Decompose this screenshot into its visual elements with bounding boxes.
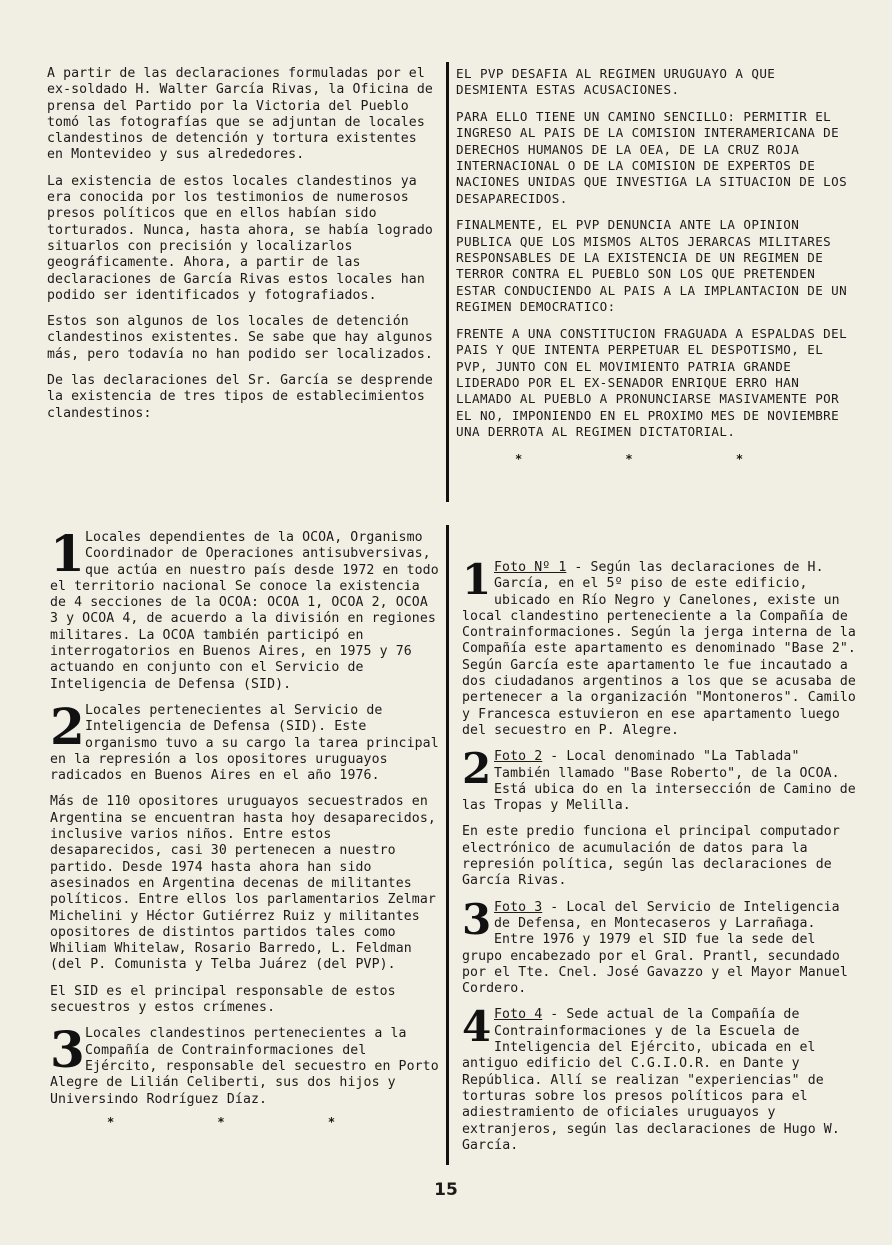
- sid-paragraph-1: Más de 110 opositores uruguayos secuestrados en Argentina se encuentran hasta hoy desaparecidos, inclusive varios niños. Entre estos desaparecidos, casi 30 pertenecen a nuestro partido. Desde 1974 hasta ahora han sido asesinados en Argentina decenas de militantes políticos. Entre ellos los parlamentarios Zelmar Michelini y Héctor Gutiérrez Ruiz y militantes opositores de distintos partidos tales como Whiliam Whitelaw, Rosario Barredo, L. Feldman (del P. Comunista y Telba Juárez (del PVP).: [50, 794, 436, 973]
- statement-paragraph-1: EL PVP DESAFIA AL REGIMEN URUGUAYO A QUE DESMIENTA ESTAS ACUSACIONES.: [456, 66, 776, 98]
- establishment-text-2: Locales pertenecientes al Servicio de Inteligencia de Defensa (SID). Este organismo tuvo a su cargo la tarea principal en la represión a los opositores uruguayos radicados en Buenos Aires en el año 1976.: [50, 702, 439, 784]
- item-number-2: 2: [50, 696, 85, 756]
- photo-number-4: 4: [462, 1002, 492, 1052]
- section-separator-stars: * * *: [106, 1114, 384, 1129]
- bottom-column-divider: [446, 525, 449, 1165]
- intro-paragraph-2: La existencia de estos locales clandestinos ya era conocida por los testimonios de numerosos presos políticos que en ellos habían sido torturados. Nunca, hasta ahora, se había logrado situarlos con precisión y localizarlos geográficamente. Ahora, a partir de las declaraciones de García Rivas estos locales han podido ser identificados y fotografiados.: [47, 173, 433, 303]
- statement-paragraph-3: FINALMENTE, EL PVP DENUNCIA ANTE LA OPINION PUBLICA QUE LOS MISMOS ALTOS JERARCAS MILITARES RESPONSABLES DE LA EXISTENCIA DE UN REGIMEN DE TERROR CONTRA EL PUEBLO SON LOS QUE PRETENDEN ESTAR CONDUCIENDO AL PAIS A LA IMPLANTACION DE UN REGIMEN DEMOCRATICO:: [456, 217, 848, 315]
- establishment-text-3: Locales clandestinos pertenecientes a la Compañía de Contrainformaciones del Ejército, responsable del secuestro en Porto Alegre de Lilián Celiberti, sus dos hijos y Universindo Rodríguez Díaz.: [50, 1026, 439, 1107]
- photo-caption-4: [462, 1002, 856, 1154]
- photo-2-paragraph-2: En este predio funciona el principal computador electrónico de acumulación de datos para la represión política, según las declaraciones de García Rivas.: [462, 824, 840, 889]
- photo-label-1: Foto Nº 1: [494, 560, 567, 575]
- photo-number-2: 2: [462, 744, 492, 794]
- photo-label-2: Foto 2: [494, 749, 543, 765]
- photo-caption-3: [462, 894, 856, 998]
- establishment-item-2: [50, 696, 440, 784]
- section-separator-stars: * * *: [514, 451, 792, 466]
- photo-number-1: 1: [462, 555, 492, 604]
- item-number-3: 3: [50, 1020, 85, 1080]
- intro-paragraph-1: A partir de las declaraciones formuladas por el ex-soldado H. Walter García Rivas, la Oficina de prensa del Partido por la Victoria del Pueblo tomó las fotografías que se adjuntan de locales clandestinos de detención y tortura existentes en Montevideo y sus alrededores.: [47, 66, 433, 163]
- statement-paragraph-4: FRENTE A UNA CONSTITUCION FRAGUADA A ESPALDAS DEL PAIS Y QUE INTENTA PERPETUAR EL DESPOTISMO, EL PVP, JUNTO CON EL MOVIMIENTO PATRIA GRANDE LIDERADO POR EL EX-SENADOR ENRIQUE ERRO HAN LLAMADO AL PUEBLO A PRONUNCIARSE MASIVAMENTE POR EL NO, IMPONIENDO EN EL PROXIMO MES DE NOVIEMBRE UNA DERROTA AL REGIMEN DICTATORIAL.: [456, 325, 848, 440]
- statement-paragraph-2: PARA ELLO TIENE UN CAMINO SENCILLO: PERMITIR EL INGRESO AL PAIS DE LA COMISION INTERAMERICANA DE DERECHOS HUMANOS DE LA OEA, DE LA CRUZ ROJA INTERNACIONAL O DE LA COMISION DE EXPERTOS DE NACIONES UNIDAS QUE INVESTIGA LA SITUACION DE LOS DESAPARECIDOS.: [456, 108, 848, 206]
- intro-paragraph-4: De las declaraciones del Sr. García se desprende la existencia de tres tipos de establecimientos clandestinos:: [47, 373, 433, 421]
- pvp-statement-column: [456, 66, 850, 467]
- photo-label-4: Foto 4: [494, 1007, 543, 1023]
- item-number-1: 1: [50, 524, 85, 583]
- photo-text-2: - Local denominado "La Tablada" También llamado "Base Roberto", de la OCOA. Está ubica do en la intersección de Camino de las Tropas y Melilla.: [462, 749, 856, 814]
- intro-paragraph-3: Estos son algunos de los locales de detención clandestinos existentes. Se sabe que hay algunos más, pero todavía no han podido ser localizados.: [47, 314, 433, 362]
- photo-text-3: - Local del Servicio de Inteligencia de Defensa, en Montecaseros y Larrañaga. Entre 1976 y 1979 el SID fue la sede del grupo encabezado por el Gral. Prantl, secundado por el Tte. Cnel. José Gavazzo y el Mayor Manuel Cordero.: [462, 899, 848, 997]
- page-number: 15: [434, 1180, 458, 1200]
- establishment-text-1: Locales dependientes de la OCOA, Organismo Coordinador de Operaciones antisubversivas, que actúa en nuestro país desde 1972 en todo el territorio nacional Se conoce la existencia de 4 secciones de la OCOA: OCOA 1, OCOA 2, OCOA 3 y OCOA 4, de acuerdo a la división en regiones militares. La OCOA también participó en interrogatorios en Buenos Aires, en 1975 y 76 actuando en conjunto con el Servicio de Inteligencia de Defensa (SID).: [50, 530, 439, 692]
- establishment-item-3: [50, 1020, 440, 1107]
- sid-paragraph-2: El SID es el principal responsable de estos secuestros y estos crímenes.: [50, 983, 396, 1016]
- photo-text-1: - Según las declaraciones de H. García, en el 5º piso de este edificio, ubicado en Río Negro y Canelones, existe un local clandestino perteneciente a la Compañía de Contrainformaciones. Según la jerga interna de la Compañía este apartamento es denominado "Base 2". Según García este apartamento le fue incautado a dos ciudadanos argentinos a los que se acusaba de pertenecer a la organización "Montoneros". Camilo y Francesca estuvieron en ese apartamento luego del secuestro en P. Alegre.: [462, 560, 856, 738]
- photo-caption-1: [462, 555, 856, 739]
- photo-text-4: - Sede actual de la Compañía de Contrainformaciones y de la Escuela de Inteligencia del Ejército, ubicada en el antiguo edificio del C.G.I.O.R. en Dante y República. Allí se realizan "experiencias" de torturas sobre los presos políticos para el adiestramiento de oficiales uruguayos y extranjeros, según las declaraciones de Hugo W. García.: [462, 1007, 840, 1153]
- photo-label-3: Foto 3: [494, 899, 543, 915]
- photo-captions-column: [462, 555, 856, 1164]
- intro-column: [47, 66, 439, 432]
- photo-number-3: 3: [462, 894, 492, 944]
- top-column-divider: [446, 62, 449, 502]
- establishments-column: [50, 524, 440, 1130]
- establishment-item-1: [50, 524, 440, 693]
- photo-caption-2: [462, 744, 856, 814]
